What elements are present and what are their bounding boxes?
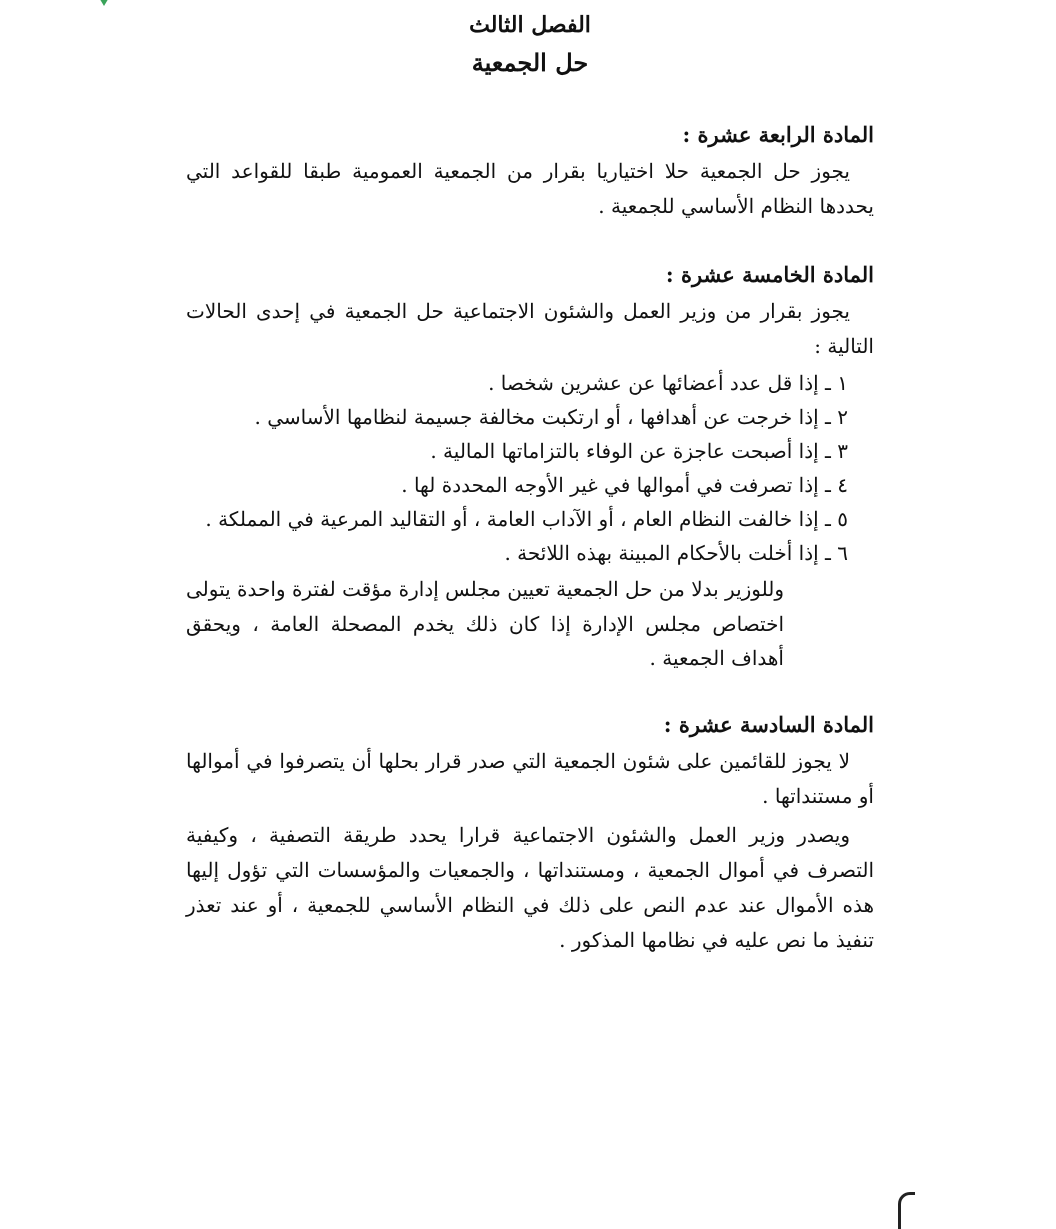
list-item: ٤ ـ إذا تصرفت في أموالها في غير الأوجه المحددة لها . (401, 473, 848, 497)
article-16-paragraph-1: لا يجوز للقائمين على شئون الجمعية التي صدر قرار بحلها أن يتصرفوا في أموالها أو مستنداتها . (186, 749, 874, 808)
article-15-text (186, 294, 874, 364)
article-15-list (186, 366, 848, 570)
list-item: ٢ ـ إذا خرجت عن أهدافها ، أو ارتكبت مخالفة جسيمة لنظامها الأساسي . (254, 405, 848, 429)
article-15-closing (186, 572, 784, 676)
list-item: ٥ ـ إذا خالفت النظام العام ، أو الآداب العامة ، أو التقاليد المرعية في المملكة . (205, 507, 848, 531)
article-16-heading: المادة السادسة عشرة : (663, 712, 874, 737)
corner-mark-icon (98, 0, 110, 6)
list-item: ٦ ـ إذا أخلت بالأحكام المبينة بهذه اللائحة . (504, 541, 848, 565)
list-item: ٣ ـ إذا أصبحت عاجزة عن الوفاء بالتزاماتها المالية . (430, 439, 848, 463)
article-14-heading: المادة الرابعة عشرة : (682, 122, 874, 147)
article-15-heading: المادة الخامسة عشرة : (665, 262, 874, 287)
list-item: ١ ـ إذا قل عدد أعضائها عن عشرين شخصا . (488, 371, 848, 395)
article-14-text (186, 154, 874, 224)
article-14-paragraph: يجوز حل الجمعية حلا اختياريا بقرار من الجمعية العمومية طبقا للقواعد التي يحددها النظام الأساسي للجمعية . (186, 159, 874, 218)
chapter-title: الفصل الثالث (469, 12, 591, 38)
article-16-paragraph-2: ويصدر وزير العمل والشئون الاجتماعية قرارا يحدد طريقة التصفية ، وكيفية التصرف في أموال الجمعية ، ومستنداتها ، والجمعيات والمؤسسات التي تؤول إليها هذه الأموال عند عدم النص على ذلك في النظام الأساسي للجمعية ، أو عند تعذر تنفيذ ما نص عليه في نظامها المذكور . (186, 823, 874, 952)
article-15-paragraph: يجوز بقرار من وزير العمل والشئون الاجتماعية حل الجمعية في إحدى الحالات التالية : (186, 299, 874, 358)
chapter-subtitle: حل الجمعية (471, 48, 589, 77)
page-edge-mark (898, 1192, 915, 1229)
article-15-closing-paragraph: وللوزير بدلا من حل الجمعية تعيين مجلس إدارة مؤقت لفترة واحدة يتولى اختصاص مجلس الإدارة إذا كان ذلك يخدم المصحلة العامة ، ويحقق أهداف الجمعية . (185, 577, 784, 670)
article-16-text (186, 744, 874, 958)
